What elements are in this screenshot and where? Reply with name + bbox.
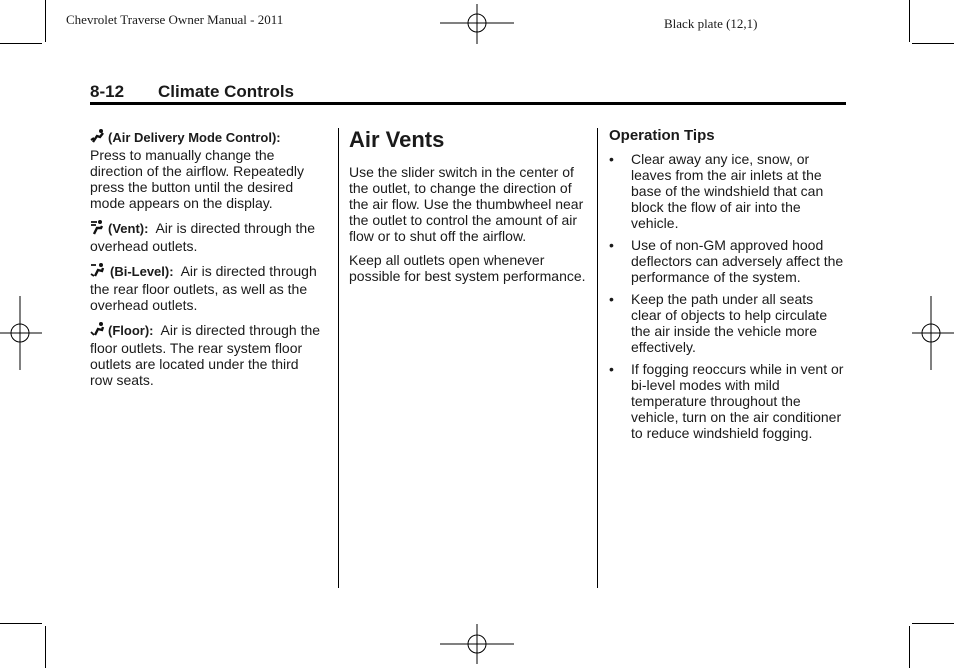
mode-term: (Vent): [108, 221, 149, 236]
column-divider [338, 128, 339, 588]
mode-item [90, 128, 322, 211]
bi-level-mode-icon [90, 262, 108, 281]
mode-term: (Bi-Level): [110, 264, 174, 279]
air-vents-paragraph: Use the slider switch in the center of the outlet, to change the direction of the air flow. Use the thumbwheel near the outlet to control the amount of air flow or to shut off the airflow. [349, 164, 584, 244]
crop-mark [45, 626, 46, 668]
mode-term: (Air Delivery Mode Control): [108, 130, 281, 145]
mode-controls-column [90, 128, 322, 396]
list-item [609, 291, 845, 355]
manual-title: Chevrolet Traverse Owner Manual - 2011 [66, 12, 284, 27]
crop-mark [909, 626, 910, 668]
operation-tips-section [609, 128, 845, 447]
tip-text: If fogging reoccurs while in vent or bi-level modes with mild temperature throughout the vehicle, turn on the air conditioner to reduce windshield fogging. [631, 361, 844, 441]
registration-mark-bottom [440, 624, 514, 664]
bullet: • [609, 291, 614, 307]
crop-mark [912, 43, 954, 44]
mode-description: Air is directed through the overhead outlets. [90, 220, 315, 254]
list-item [609, 151, 845, 231]
crop-mark [0, 43, 42, 44]
floor-mode-icon [90, 321, 106, 340]
mode-description: Air is directed through the floor outlets. The rear system floor outlets are located under the third row seats. [90, 322, 321, 388]
mode-item [90, 219, 322, 254]
plate-label: Black plate (12,1) [664, 16, 758, 31]
bullet: • [609, 237, 614, 253]
registration-mark-top [440, 4, 514, 44]
section-number: 8-12 [90, 82, 125, 101]
air-delivery-mode-icon [90, 128, 106, 147]
section-header [90, 80, 846, 105]
registration-mark-right [912, 296, 954, 370]
bullet: • [609, 151, 614, 167]
mode-term: (Floor): [108, 323, 154, 338]
mode-description: Air is directed through the rear floor outlets, as well as the overhead outlets. [90, 263, 317, 313]
tip-text: Clear away any ice, snow, or leaves from the air inlets at the base of the windshield that can block the flow of air into the vehicle. [631, 151, 824, 231]
section-title: Climate Controls [158, 82, 295, 101]
air-vents-heading: Air Vents [349, 127, 445, 152]
crop-mark [45, 0, 46, 42]
air-vents-paragraph: Keep all outlets open whenever possible for best system performance. [349, 252, 586, 284]
tip-text: Keep the path under all seats clear of objects to help circulate the air inside the vehicle more effectively. [631, 291, 828, 355]
vent-mode-icon [90, 219, 106, 238]
mode-item [90, 262, 322, 313]
operation-tips-list [609, 151, 845, 441]
mode-description: Press to manually change the direction of the airflow. Repeatedly press the button until the desired mode appears on the display. [90, 147, 305, 211]
list-item [609, 361, 845, 441]
mode-item [90, 321, 322, 388]
bullet: • [609, 361, 614, 377]
column-divider [597, 128, 598, 588]
crop-mark [0, 623, 42, 624]
list-item [609, 237, 845, 285]
crop-mark [912, 623, 954, 624]
air-vents-section [349, 128, 589, 292]
registration-mark-left [0, 296, 42, 370]
operation-tips-heading: Operation Tips [609, 127, 715, 144]
tip-text: Use of non-GM approved hood deflectors can adversely affect the performance of the system. [631, 237, 844, 285]
crop-mark [909, 0, 910, 42]
